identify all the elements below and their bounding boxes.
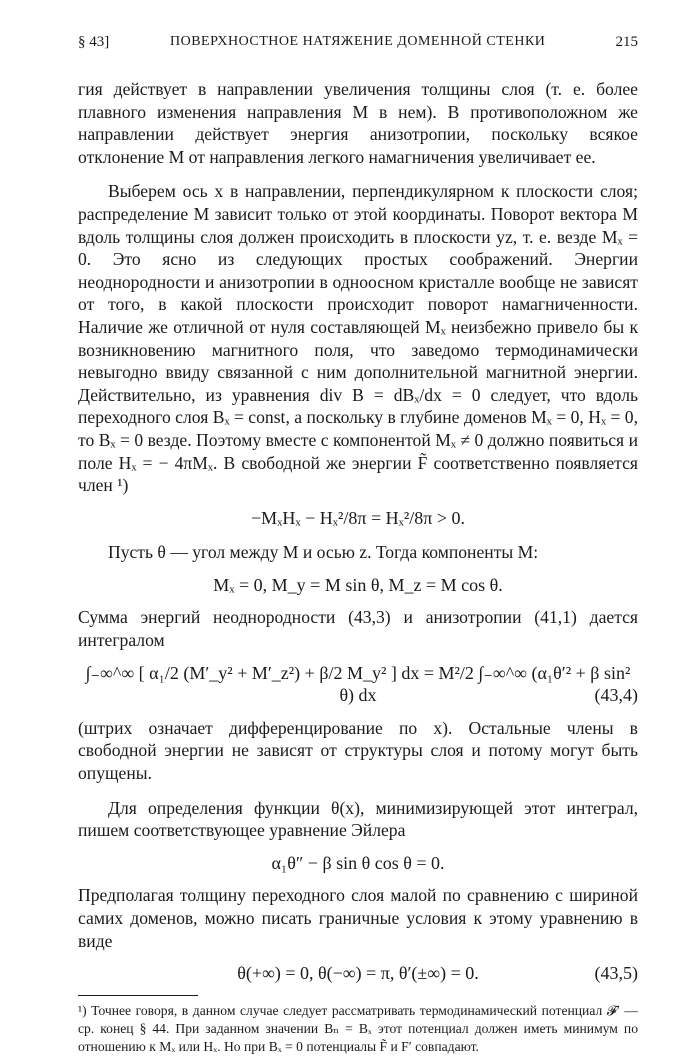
paragraph-6: Для определения функции θ(x), минимизирующей этот интеграл, пишем соответствующее уравнение Эйлера — [78, 797, 638, 841]
euler-equation: α₁θ″ − β sin θ cos θ = 0. — [271, 852, 445, 873]
page-number: 215 — [615, 34, 638, 50]
footnote-rule — [78, 995, 198, 996]
equation-43-5-number: (43,5) — [594, 963, 638, 984]
equation-1: −MₓHₓ − Hₓ²/8π = Hₓ²/8π > 0. — [251, 507, 465, 528]
paragraph-3: Пусть θ — угол между M и осью z. Тогда компоненты M: — [108, 542, 539, 563]
paragraph-2: Выберем ось x в направлении, перпендикулярном к плоскости слоя; распределение M зависит только от этой координаты. Поворот вектора M вдоль толщины слоя должен происходить в плоскости yz, т. е. везде Mₓ = 0. Это ясно из следующих простых соображений. Энергии неоднородности и анизотропии в одноосном кристалле вообще не зависят от того, в какой плоскости происходит поворот намагниченности. Наличие же отличной от нуля составляющей Mₓ неизбежно привело бы к возникновению магнитного поля, что заведомо термодинамически невыгодно ввиду связанной с ним дополнительной магнитной энергии. Действительно, из уравнения div B = dBₓ/dx = 0 следует, что вдоль переходного слоя Bₓ = const, а поскольку в глубине доменов Mₓ = 0, Hₓ = 0, то Bₓ = 0 везде. Поэтому вместе с компонентой Mₓ ≠ 0 должно появиться и поле Hₓ = − 4πMₓ. В свободной же энергии F̃ соответственно появляется член ¹) — [78, 181, 638, 496]
page — [78, 34, 638, 1056]
equation-43-4 — [78, 662, 638, 707]
footnote: ¹) Точнее говоря, в данном случае следует рассматривать термодинамический потенциал 𝓕′ — ср. конец § 44. При заданном значении Bₙ = Bₓ этот потенциал должен иметь минимум по отношению к Mₓ или Hₓ. Но при Bₓ = 0 потенциалы F̃ и F′ совпадают. — [78, 1002, 638, 1054]
equation-43-4-body: ∫₋∞^∞ [ α₁/2 (M′_y² + M′_z²) + β/2 M_y² ] dx = M²/2 ∫₋∞^∞ (α₁θ′² + β sin² θ) dx — [85, 662, 631, 706]
running-header — [78, 34, 638, 58]
equation-43-5 — [78, 962, 638, 985]
paragraph-7: Предполагая толщину переходного слоя малой по сравнению с шириной самих доменов, можно писать граничные условия к этому уравнению в виде — [78, 885, 638, 951]
paragraph-1: гия действует в направлении увеличения толщины слоя (т. е. более плавного изменения направления M в нем). В противоположном же направлении действует энергия анизотропии, поскольку всякое отклонение M от направления легкого намагничения увеличивает ее. — [78, 79, 638, 167]
body-text — [78, 78, 638, 985]
equation-2: Mₓ = 0, M_y = M sin θ, M_z = M cos θ. — [213, 574, 503, 595]
section-ref: § 43] — [78, 34, 110, 50]
equation-43-4-number: (43,4) — [594, 685, 638, 706]
running-title: ПОВЕРХНОСТНОЕ НАТЯЖЕНИЕ ДОМЕННОЙ СТЕНКИ — [170, 34, 546, 49]
paragraph-4: Сумма энергий неоднородности (43,3) и анизотропии (41,1) дается интегралом — [78, 607, 638, 651]
equation-43-5-body: θ(+∞) = 0, θ(−∞) = π, θ′(±∞) = 0. — [237, 963, 479, 984]
paragraph-5: (штрих означает дифференцирование по x). Остальные члены в свободной энергии не зависят от структуры слоя и потому могут быть опущены. — [78, 717, 638, 784]
